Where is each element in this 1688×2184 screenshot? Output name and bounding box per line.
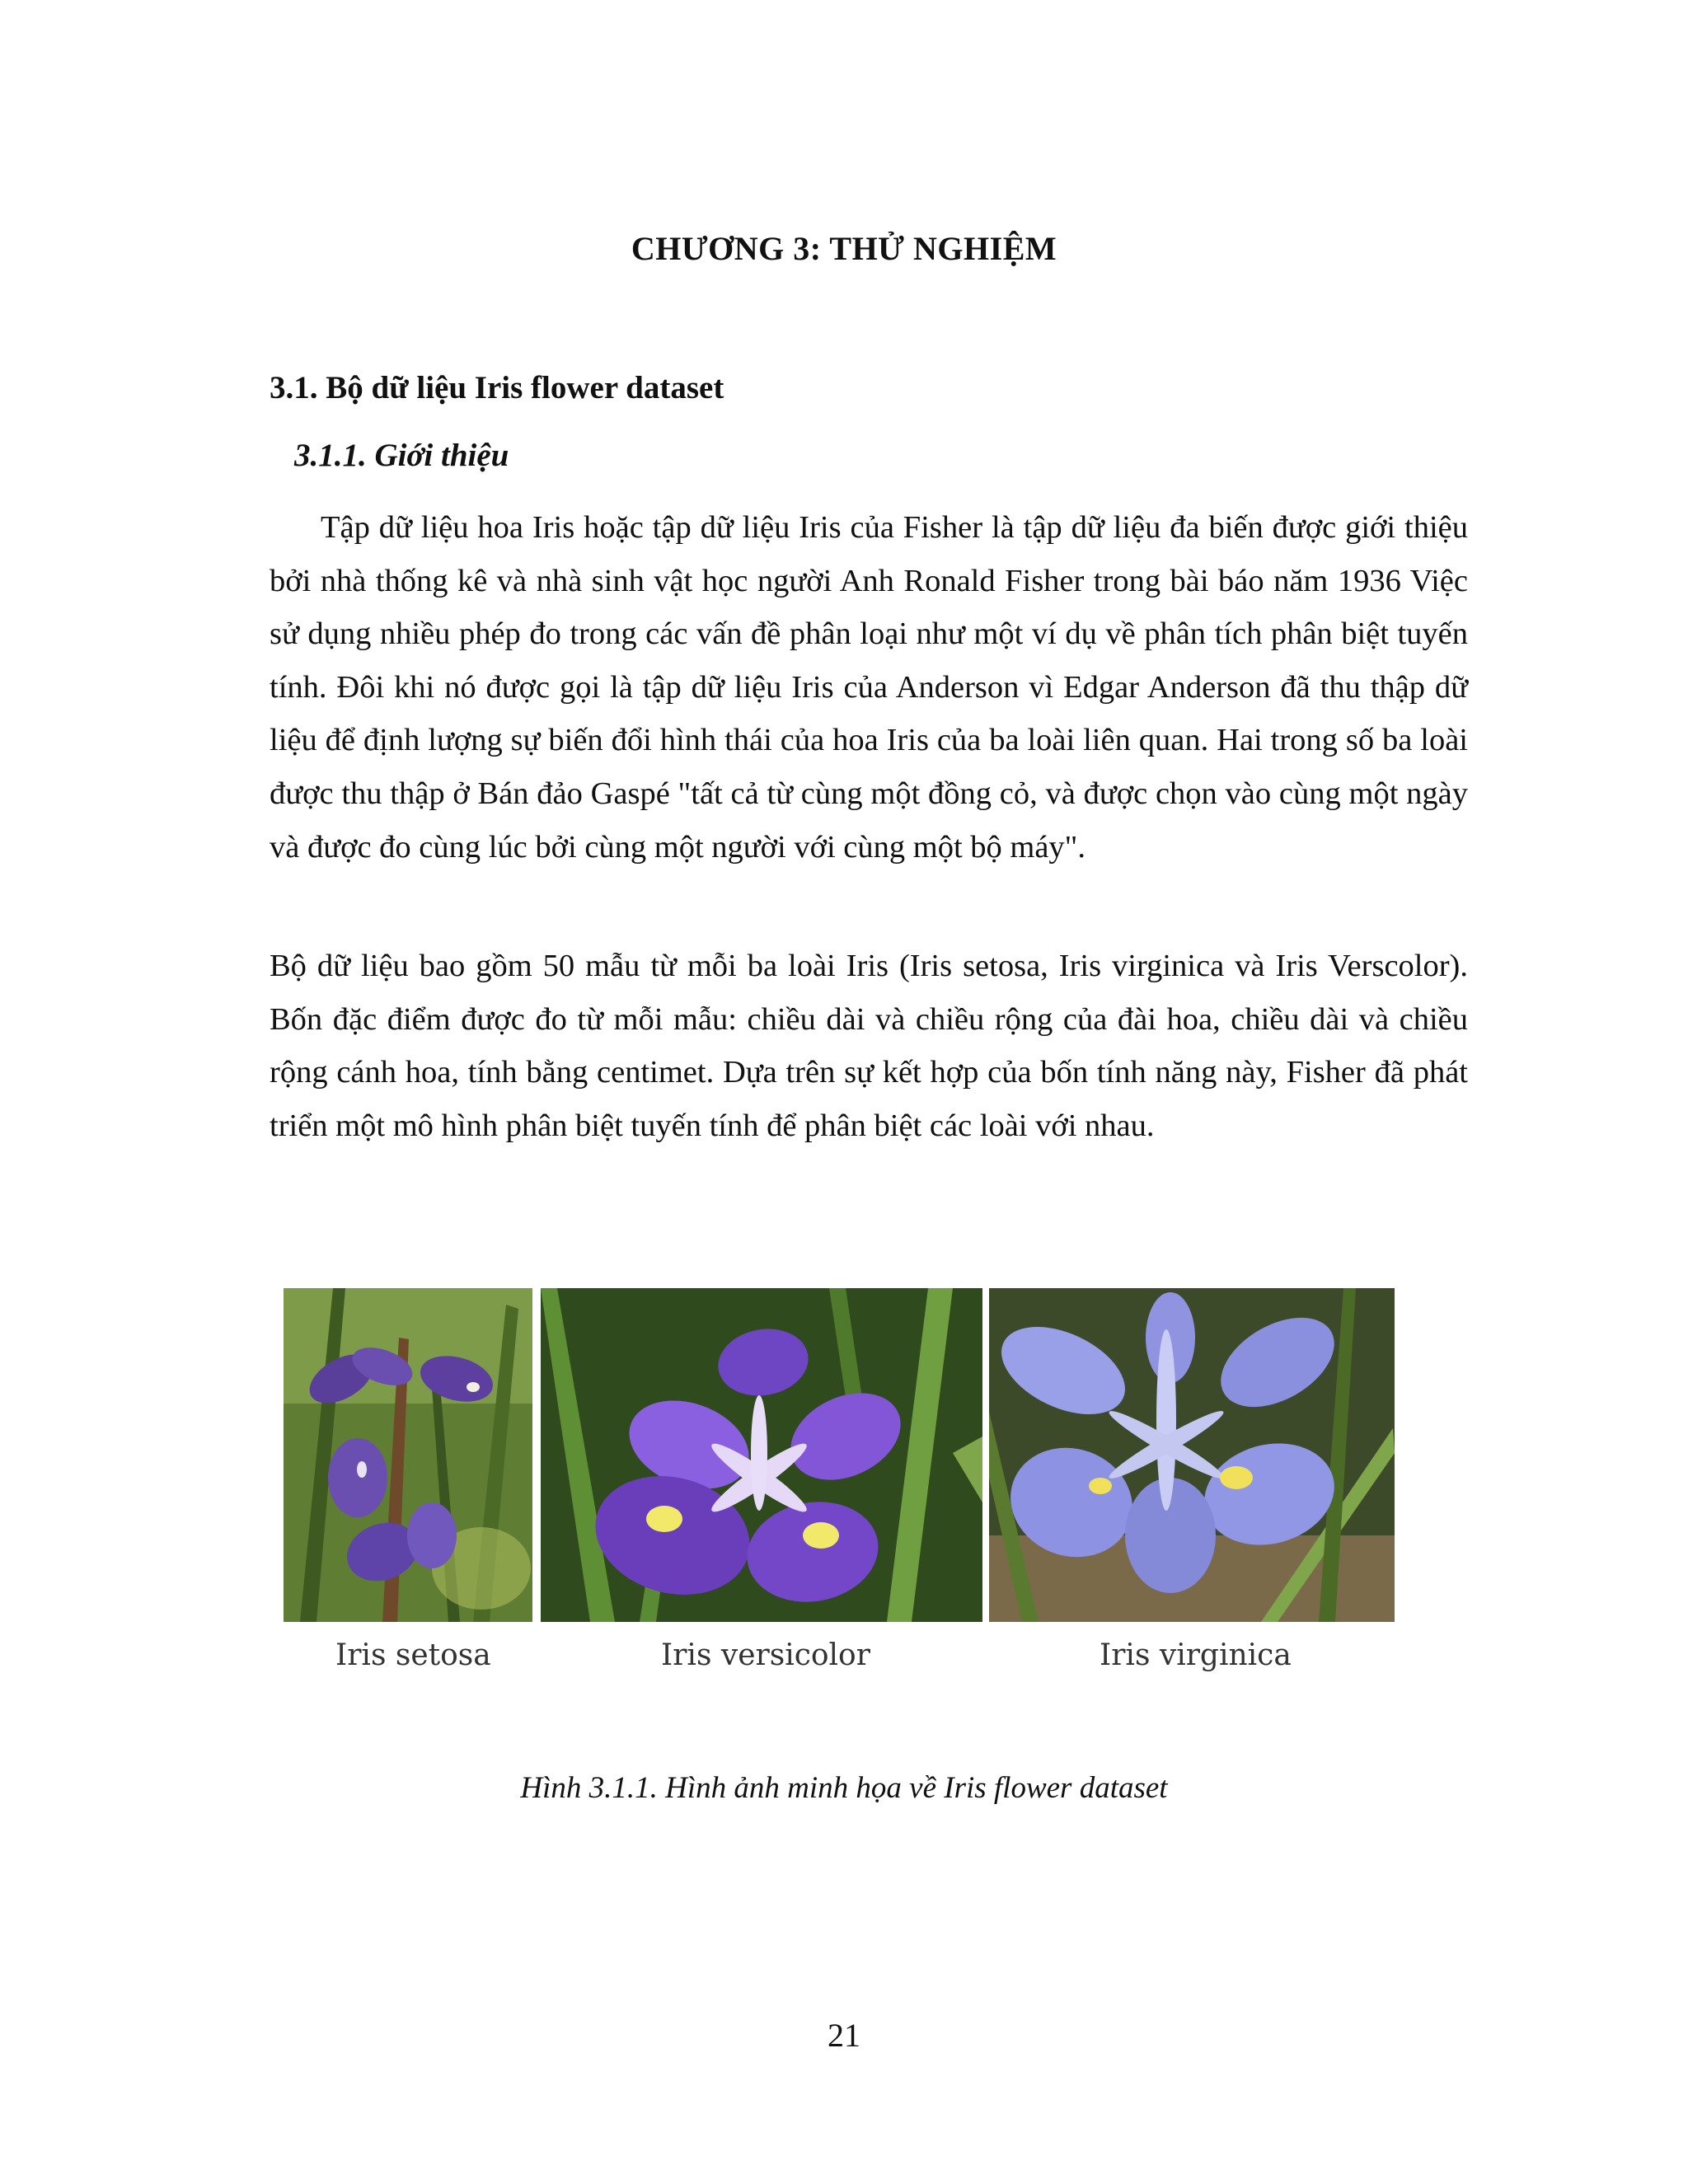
- label-iris-setosa: Iris setosa: [335, 1638, 491, 1672]
- iris-versicolor-photo: [541, 1288, 982, 1622]
- page-number: 21: [828, 2017, 860, 2054]
- section-heading: 3.1. Bộ dữ liệu Iris flower dataset: [270, 370, 724, 405]
- iris-virginica-photo: [989, 1288, 1395, 1622]
- label-iris-virginica: Iris virginica: [1100, 1638, 1292, 1672]
- subsection-heading: 3.1.1. Giới thiệu: [294, 438, 509, 473]
- dataset-paragraph: Bộ dữ liệu bao gồm 50 mẫu từ mỗi ba loài Iris (Iris setosa, Iris virginica và Iris Verscolor). Bốn đặc điểm được đo từ mỗi mẫu: chiều dài và chiều rộng của đài hoa, chiều dài và chiều rộng cánh hoa, tính bằng centimet. Dựa trên sự kết hợp của bốn tính năng này, Fisher đã phát triển một mô hình phân biệt tuyến tính để phân biệt các loài với nhau.: [270, 949, 1468, 1143]
- chapter-title: CHƯƠNG 3: THỬ NGHIỆM: [631, 230, 1057, 267]
- intro-paragraph: Tập dữ liệu hoa Iris hoặc tập dữ liệu Iris của Fisher là tập dữ liệu đa biến được giới thiệu bởi nhà thống kê và nhà sinh vật học người Anh Ronald Fisher trong bài báo năm 1936 Việc sử dụng nhiều phép đo trong các vấn đề phân loại như một ví dụ về phân tích phân biệt tuyến tính. Đôi khi nó được gọi là tập dữ liệu Iris của Anderson vì Edgar Anderson đã thu thập dữ liệu để định lượng sự biến đổi hình thái của hoa Iris của ba loài liên quan. Hai trong số ba loài được thu thập ở Bán đảo Gaspé "tất cả từ cùng một đồng cỏ, và được chọn vào cùng một ngày và được đo cùng lúc bởi cùng một người với cùng một bộ máy".: [270, 510, 1468, 865]
- iris-figure: [284, 1288, 1395, 1622]
- iris-setosa-photo: [284, 1288, 532, 1622]
- figure-caption: Hình 3.1.1. Hình ảnh minh họa về Iris flower dataset: [520, 1771, 1168, 1805]
- label-iris-versicolor: Iris versicolor: [661, 1638, 870, 1672]
